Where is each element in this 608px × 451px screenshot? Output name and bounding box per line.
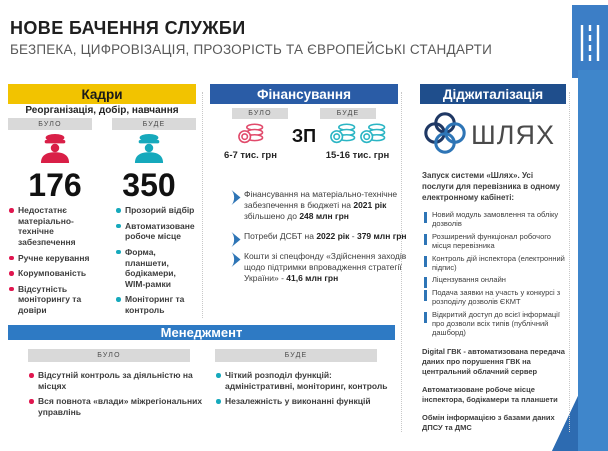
kadry-bude-count: 350 <box>122 167 176 203</box>
finance-items <box>210 189 407 284</box>
coins-icon <box>359 123 387 149</box>
section-finance-title: Фінансування <box>210 84 398 104</box>
list-item: Автоматизоване робоче місце <box>115 221 196 242</box>
list-item: Подача заявки на участь у конкурсі з розподілу дозволів ЄКМТ <box>420 289 566 307</box>
coins-icon <box>237 123 265 149</box>
divider <box>569 92 570 432</box>
section-management <box>8 325 395 423</box>
officer-icon <box>132 133 166 168</box>
list-item: Розширений функціонал робочого місця перевізника <box>420 233 566 251</box>
management-bude-list <box>215 370 391 423</box>
section-kadry-title: Кадри <box>8 84 196 104</box>
list-item: Фінансування на матеріально-технічне забезпечення в бюджеті на 2021 рік збільшено до 248 млн грн <box>231 189 409 222</box>
chevron-icon <box>231 190 241 208</box>
paragraph: Обмін інформацією з базами даних ДПСУ та ДМС <box>422 413 555 433</box>
section-finance <box>210 84 407 293</box>
paragraph: Автоматизоване робоче місце інспектора, бодікамери та планшети <box>422 384 558 405</box>
list-item: Кошти зі спецфонду «Здійснення заходів щодо підтримки впровадження стратегії України» - 41,6 млн грн <box>231 251 409 284</box>
list-item: Моніторинг та контроль <box>115 294 196 315</box>
interlocked-rings-icon <box>422 110 468 161</box>
list-item: Недостатнє матеріально-технічне забезпечення <box>8 205 102 248</box>
page-subtitle: БЕЗПЕКА, ЦИФРОВІЗАЦІЯ, ПРОЗОРІСТЬ ТА ЄВРОПЕЙСЬКІ СТАНДАРТИ <box>10 42 492 57</box>
list-item: Вся повнота «влади» міжрегіональних управлінь <box>28 396 208 417</box>
list-item: Чіткий розподіл функцій: адміністративні, моніторинг, контроль <box>215 370 391 391</box>
page-title: НОВЕ БАЧЕННЯ СЛУЖБИ <box>10 18 246 38</box>
badge-bulo: БУЛО <box>8 118 92 130</box>
list-item: Потреби ДСБТ на 2022 рік - 379 млн грн <box>231 231 409 242</box>
badge-bude: БУДЕ <box>112 118 196 130</box>
chevron-icon <box>231 252 241 270</box>
kadry-bude-list <box>115 205 196 321</box>
list-item: Прозорий відбір <box>115 205 196 216</box>
list-item: Відсутній контроль за діяльністю на місцях <box>28 370 208 391</box>
digital-intro: Запуск системи «Шлях». Усі послуги для перевізника в одному електронному кабінеті: <box>422 171 561 202</box>
list-item: Ручне керування <box>8 253 102 264</box>
kadry-bulo-count: 176 <box>28 167 82 203</box>
section-digital <box>420 84 566 441</box>
section-kadry-subtitle: Реорганізація, добір, навчання <box>25 105 179 116</box>
officer-icon <box>38 133 72 168</box>
section-management-title: Менеджмент <box>8 325 395 340</box>
list-item: Форма, планшети, бодікамери, WIM-рамки <box>115 247 196 290</box>
list-item: Ліцензування онлайн <box>420 276 566 285</box>
kadry-bulo-list <box>8 205 102 321</box>
list-item: Контроль дій інспектора (електронний підпис) <box>420 255 566 273</box>
list-item: Відсутність моніторингу та довіри <box>8 284 102 316</box>
paragraph: Digital ГВК - автоматизована передача даних про порушення ГВК на центральний облачний сервер <box>422 346 565 376</box>
section-digital-title: Діджиталізація <box>420 84 566 104</box>
digital-paragraphs <box>420 347 566 434</box>
badge-bulo: БУЛО <box>28 349 190 362</box>
finance-bulo-value: 6-7 тис. грн <box>224 150 277 161</box>
list-item: Новий модуль замовлення та обліку дозволів <box>420 211 566 229</box>
badge-bulo: БУЛО <box>232 108 288 119</box>
finance-bude-value: 15-16 тис. грн <box>325 150 390 161</box>
salary-label: ЗП <box>291 126 317 146</box>
shlyah-logo-text: ШЛЯХ <box>471 120 555 150</box>
list-item: Незалежність у виконанні функцій <box>215 396 391 407</box>
coins-icon <box>329 123 357 149</box>
digital-items <box>420 211 566 337</box>
management-bulo-list <box>28 370 208 423</box>
list-item: Корумпованість <box>8 268 102 279</box>
chevron-icon <box>231 232 241 250</box>
section-kadry <box>8 84 196 321</box>
badge-bude: БУДЕ <box>320 108 376 119</box>
list-item: Відкритий доступ до всієї інформації про дозволи всіх типів (публічний дашборд) <box>420 311 566 338</box>
divider <box>202 92 203 318</box>
road-lines-icon <box>572 5 608 78</box>
badge-bude: БУДЕ <box>215 349 377 362</box>
